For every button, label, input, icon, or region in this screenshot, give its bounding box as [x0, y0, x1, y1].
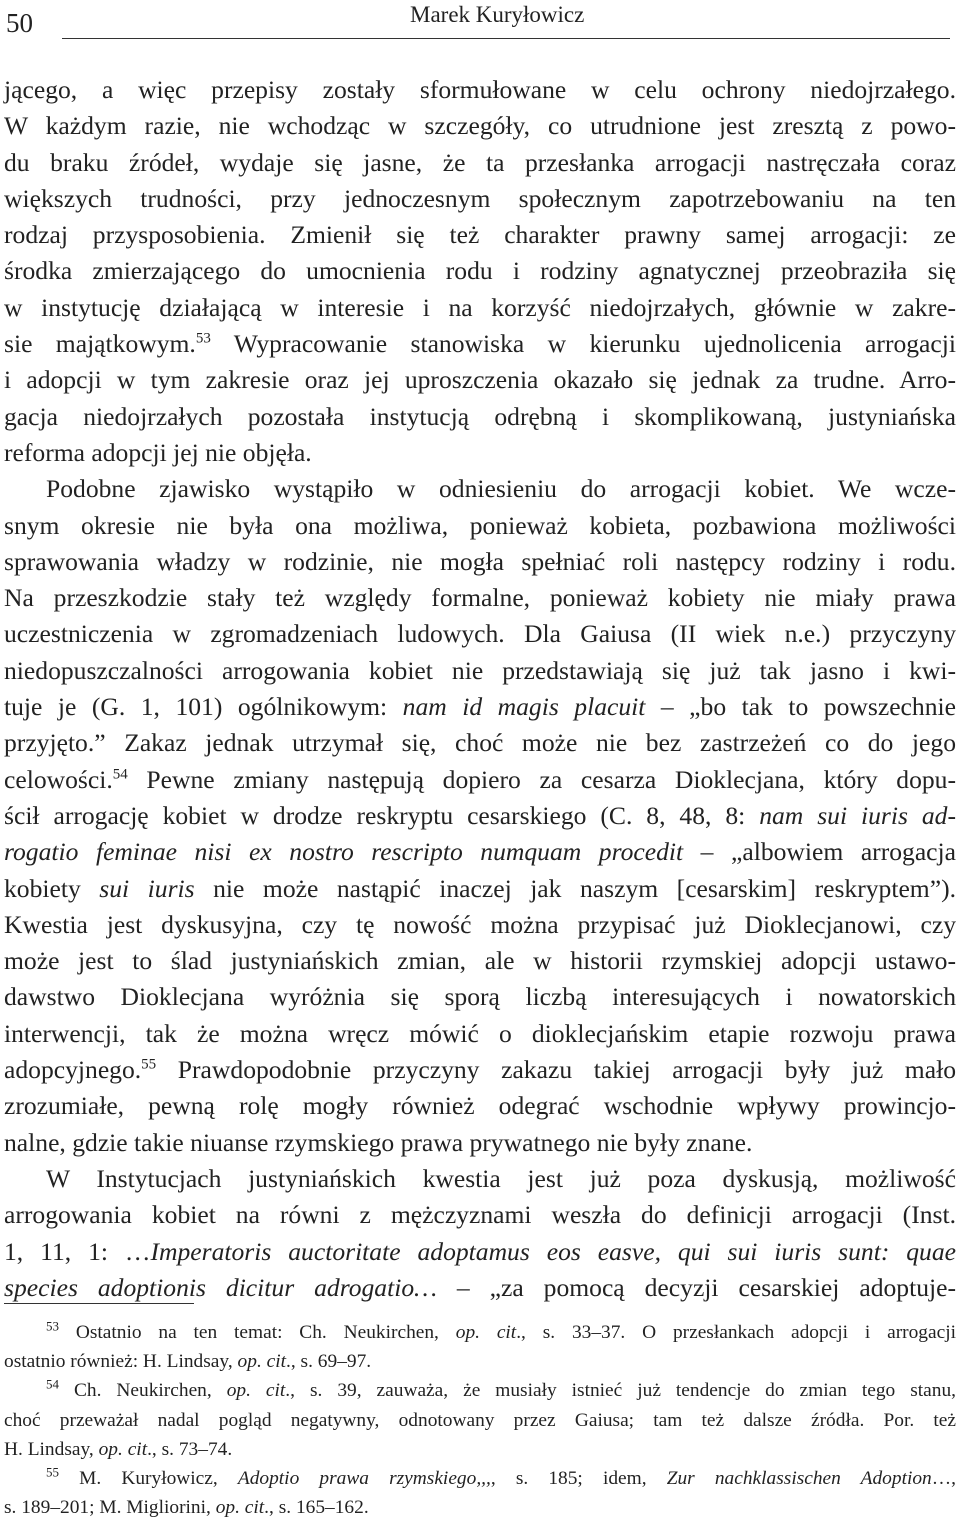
- latin-quote: rogatio feminae nisi ex nostro rescripto numquam procedit: [4, 837, 684, 867]
- text-segment: sie majątkowym.: [4, 329, 196, 359]
- footnote-54: [4, 1376, 956, 1405]
- text-segment: – „albowiem arrogacja: [683, 837, 957, 867]
- text-segment: ścił arrogację kobiet w drodze reskryptu cesarskiego (C. 8, 48, 8:: [4, 800, 760, 830]
- citation-abbrev: op. cit: [226, 1380, 286, 1402]
- footnote-53: [4, 1318, 956, 1347]
- text-line: może jest to ślad justyniańskich zmian, ale w historii rzymskiej adopcji ustawo-: [4, 946, 956, 976]
- text-segment: ., s. 39, zauważa, że musiały istnieć już tendencje do zmian tego stanu,: [285, 1380, 957, 1402]
- text-line: W każdym razie, nie wchodząc w szczegóły, co utrudnione jest zresztą z powo-: [4, 111, 956, 141]
- text-segment: tuje je (G. 1, 101) ogólnikowym:: [4, 692, 403, 722]
- text-line: środka zmierzającego do umocnienia rodu i rodziny agnatycznej przeobraziła się: [4, 256, 956, 286]
- book-title: Zur nachklassischen Adoption: [666, 1468, 932, 1490]
- text-line: arrogowania kobiet na równi z mężczyznami weszła do definicji arrogacji (Inst.: [4, 1200, 956, 1230]
- text-segment: Pewne zmiany następują dopiero za cesarza Dioklecjana, który dopu-: [127, 764, 956, 794]
- header-rule: [62, 38, 950, 39]
- citation-abbrev: op. cit: [455, 1322, 517, 1343]
- text-line: i adopcji w tym zakresie oraz jej uproszczenia okazało się jednak za trudne. Arro-: [4, 365, 956, 395]
- text-segment: s. 189–201; M. Migliorini,: [4, 1497, 216, 1519]
- text-line: [4, 798, 956, 834]
- text-line: snym okresie nie była ona możliwa, ponieważ kobieta, pozbawiona możliwości: [4, 510, 956, 540]
- text-line: uczestniczenia w zgromadzeniach ludowych. Dla Gaiusa (II wiek n.e.) przyczyny: [4, 619, 956, 649]
- text-line: [4, 326, 956, 362]
- text-line: [4, 1052, 956, 1088]
- text-line: [4, 834, 956, 870]
- text-line: niedopuszczalności arrogowania kobiet nie przedstawiają się już tak jasno i kwi-: [4, 655, 956, 685]
- page-header: [0, 0, 960, 48]
- page-number: 50: [6, 8, 33, 38]
- text-segment: H. Lindsay,: [4, 1438, 99, 1460]
- footnote-number: 55: [46, 1464, 59, 1480]
- latin-quote: nam id magis placuit: [402, 692, 646, 722]
- text-segment: Prawdopodobnie przyczyny zakazu takiej arrogacji były już mało: [156, 1055, 956, 1085]
- text-line: [4, 762, 956, 798]
- book-title: Adoptio prawa rzymskiego,,,: [237, 1468, 491, 1490]
- text-line: w instytucję działającą w interesie i na korzyść niedojrzałych, głównie w zakre-: [4, 292, 956, 322]
- footnote-53-cont: [4, 1347, 956, 1376]
- footnotes: [4, 1318, 956, 1522]
- text-segment: ., s. 69–97.: [286, 1351, 372, 1373]
- citation-abbrev: op. cit: [237, 1351, 287, 1373]
- text-line: rodzaj przysposobienia. Zmienił się też charakter prawny samej arrogacji: ze: [4, 220, 956, 250]
- text-segment: Wypracowanie stanowiska w kierunku ujednolicenia arrogacji: [210, 329, 957, 359]
- text-segment: M. Kuryłowicz,: [59, 1468, 238, 1490]
- text-segment: kobiety: [4, 873, 100, 903]
- text-segment: – „bo tak to powszechnie: [645, 692, 956, 722]
- text-line: przyjęto.” Zakaz jednak utrzymał się, choć może nie bez zastrzeżeń co do jego: [4, 728, 956, 758]
- text-line: jącego, a więc przepisy zostały sformułowane w celu ochrony niedojrzałego.: [4, 75, 956, 104]
- citation-abbrev: op. cit: [215, 1497, 265, 1519]
- citation-abbrev: op. cit: [98, 1438, 148, 1460]
- text-line: Na przeszkodzie stały też względy formalne, ponieważ kobiety nie miały prawa: [4, 583, 956, 613]
- latin-quote: nam sui iuris ad-: [759, 800, 956, 830]
- footnote-55: [4, 1464, 956, 1493]
- text-segment: 1, 11, 1: …: [4, 1236, 151, 1266]
- text-line: Podobne zjawisko wystąpiło w odniesieniu do arrogacji kobiet. We wcze-: [46, 474, 956, 504]
- latin-term: sui iuris: [99, 873, 195, 903]
- footnote-number: 54: [46, 1376, 59, 1392]
- text-segment: nie może nastąpić inaczej jak naszym [cesarskim] reskryptem”).: [194, 873, 956, 903]
- main-text: [4, 72, 956, 1306]
- footnote-number: 53: [46, 1318, 59, 1334]
- text-line: gacja niedojrzałych pozostała instytucją odrębną i skomplikowaną, justyniańska: [4, 401, 956, 431]
- text-segment: …,: [931, 1468, 956, 1490]
- latin-quote: Imperatoris auctoritate adoptamus eos easve, qui sui iuris sunt: quae: [150, 1236, 957, 1266]
- text-segment: ., s. 73–74.: [147, 1438, 233, 1460]
- text-line: [4, 871, 956, 907]
- text-line: większych trudności, przy jednoczesnym społecznym zapotrzebowaniu na ten: [4, 183, 956, 213]
- text-line: dawstwo Dioklecjana wyróżnia się sporą liczbą interesujących i nowatorskich: [4, 982, 956, 1012]
- text-line: Kwestia jest dyskusyjna, czy tę nowość można przypisać już Dioklecjanowi, czy: [4, 909, 956, 939]
- text-line: W Instytucjach justyniańskich kwestia jest już poza dyskusją, możliwość: [46, 1163, 956, 1193]
- footnote-ref-54[interactable]: 54: [112, 766, 128, 783]
- text-line: [4, 1234, 956, 1270]
- text-line: reforma adopcji jej nie objęła.: [4, 437, 312, 467]
- footnote-ref-53[interactable]: 53: [195, 330, 211, 347]
- text-line: [4, 1270, 956, 1306]
- text-line: zrozumiałe, pewną rolę mogły również odegrać wschodnie wpływy prowincjo-: [4, 1091, 956, 1121]
- text-segment: ostatnio również: H. Lindsay,: [4, 1351, 238, 1373]
- footnote-54-cont: [4, 1435, 956, 1464]
- text-segment: , s. 185; idem,: [490, 1468, 667, 1490]
- text-segment: ., s. 165–162.: [264, 1497, 369, 1519]
- text-line: sprawowania władzy w rodzinie, nie mogła spełniać roli następcy rodziny i rodu.: [4, 546, 956, 576]
- running-title: Marek Kuryłowicz: [410, 2, 585, 27]
- text-segment: ., s. 33–37. O przesłankach adopcji i arrogacji: [516, 1322, 956, 1343]
- footnote-ref-55[interactable]: 55: [141, 1056, 157, 1073]
- text-segment: Ch. Neukirchen,: [59, 1380, 227, 1402]
- footnote-separator: [4, 1303, 194, 1304]
- footnote-54-cont: choć przeważał nadal pogląd negatywny, odnotowany przez Gaiusa; tam też dalsze źródła. Por. też: [4, 1409, 956, 1431]
- text-segment: Ostatnio na ten temat: Ch. Neukirchen,: [59, 1322, 456, 1343]
- text-segment: celowości.: [4, 764, 113, 794]
- text-segment: – „za pomocą decyzji cesarskiej adoptuje-: [436, 1272, 956, 1302]
- text-line: du braku źródeł, wydaje się jasne, że ta przesłanka arrogacji nastręczała coraz: [4, 147, 956, 177]
- latin-quote: species adoptionis dicitur adrogatio…: [4, 1272, 437, 1302]
- text-segment: adopcyjnego.: [4, 1055, 142, 1085]
- text-line: nalne, gdzie takie niuanse rzymskiego prawa prywatnego nie były znane.: [4, 1127, 753, 1157]
- text-line: interwencji, tak że można wręcz mówić o dioklecjańskim etapie rozwoju prawa: [4, 1018, 956, 1048]
- text-line: [4, 689, 956, 725]
- footnote-55-cont: [4, 1493, 956, 1522]
